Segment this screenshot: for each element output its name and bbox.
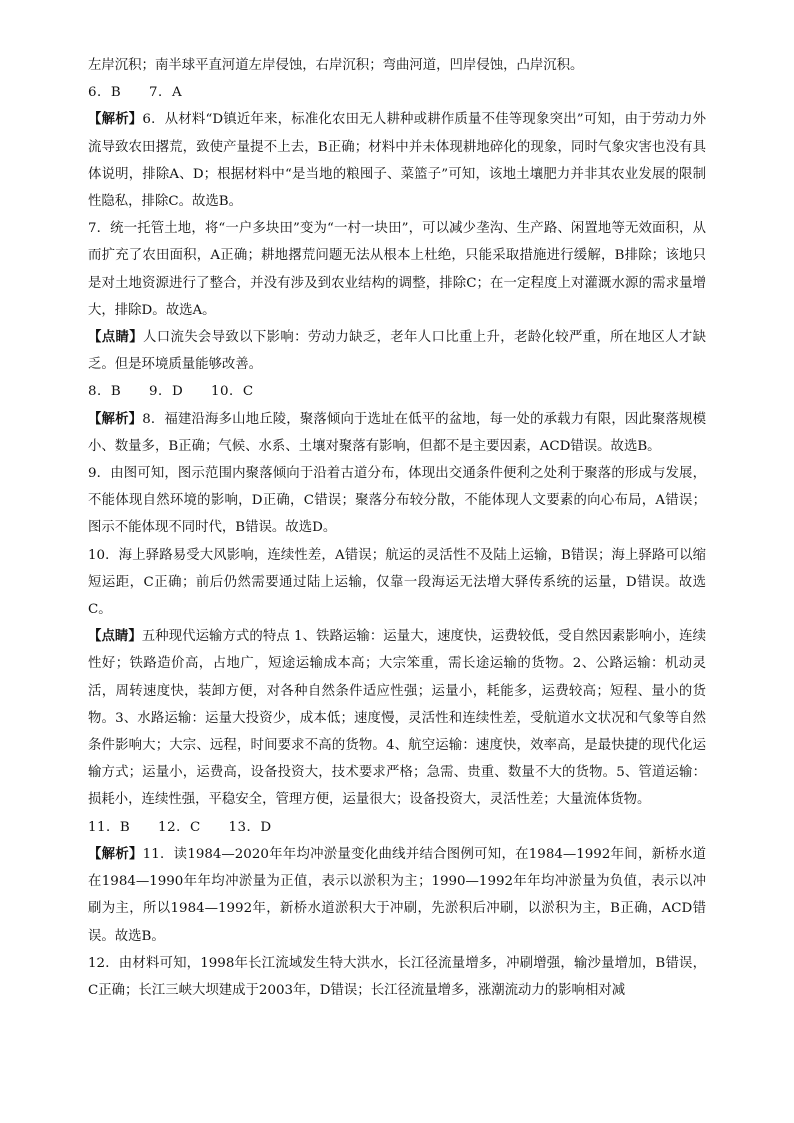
analysis-paragraph-8	[88, 406, 706, 460]
analysis-paragraph-6	[88, 106, 706, 215]
analysis-paragraph-7: 7．统一托管土地，将“一户多块田”变为“一村一块田”，可以减少垄沟、生产路、闲置地等无效面积，从而扩充了农田面积，A正确；耕地撂荒问题无法从根本上杜绝，只能采取措施进行缓解，B排除；该地只是对土地资源进行了整合，并没有涉及到农业结构的调整，排除C；在一定程度上对灌溉水源的需求量增大，排除D。故选A。	[88, 221, 706, 318]
analysis-text: 11．读1984—2020年年均冲淤量变化曲线并结合图例可知，在1984—1992年间，新桥水道在1984—1990年年均冲淤量为正值，表示以淤积为主；1990—1992年年均冲淤量为负值，表示以冲刷为主，所以1984—1992年，新桥水道淤积大于冲刷，先淤积后冲刷，以淤积为主，B正确，ACD错误。故选B。	[88, 846, 706, 944]
analysis-label: 【解析】	[88, 845, 143, 862]
analysis-paragraph-11	[88, 841, 706, 950]
analysis-paragraph-10: 10．海上驿路易受大风影响，连续性差，A错误；航运的灵活性不及陆上运输，B错误；海上驿路可以缩短运距，C正确；前后仍然需要通过陆上运输，仅靠一段海运无法增大驿传系统的运量，D错误。故选C。	[88, 547, 706, 618]
tip-paragraph-population	[88, 324, 706, 378]
tip-label: 【点睛】	[88, 628, 142, 645]
tip-text: 五种现代运输方式的特点 1、铁路运输：运量大，速度快，运费较低，受自然因素影响小，连续性好；铁路造价高，占地广，短途运输成本高；大宗笨重，需长途运输的货物。2、公路运输：机动灵活，周转速度快，装卸方便，对各种自然条件适应性强；运量小，耗能多，运费较高；短程、量小的货物。3、水路运输：运量大投资少，成本低；速度慢，灵活性和连续性差，受航道水文状况和气象等自然条件影响大；大宗、远程，时间要求不高的货物。4、航空运输：速度快，效率高，是最快捷的现代化运输方式；运量小，运费高，设备投资大，技术要求严格；急需、贵重、数量不大的货物。5、管道运输：损耗小，连续性强，平稳安全，管理方便，运量很大；设备投资大，灵活性差；大量流体货物。	[88, 629, 706, 808]
analysis-paragraph-12: 12．由材料可知，1998年长江流域发生特大洪水，长江径流量增多，冲刷增强，输沙量增加，B错误，C正确；长江三峡大坝建成于2003年，D错误；长江径流量增多，涨潮流动力的影响相对减	[88, 955, 706, 998]
tip-label: 【点睛】	[88, 329, 143, 346]
analysis-label: 【解析】	[88, 410, 143, 427]
paragraph-river-deposition: 左岸沉积；南半球平直河道左岸侵蚀，右岸沉积；弯曲河道，凹岸侵蚀，凸岸沉积。	[88, 58, 584, 73]
tip-text: 人口流失会导致以下影响：劳动力缺乏，老年人口比重上升，老龄化较严重，所在地区人才缺乏。但是环境质量能够改善。	[88, 330, 707, 373]
document-page	[88, 52, 706, 1004]
tip-paragraph-transport	[88, 623, 706, 813]
answer-line-8-10: 8．B 9．D 10．C	[88, 384, 254, 400]
answer-line-6-7: 6．B 7．A	[88, 85, 183, 101]
analysis-text: 6．从材料“D镇近年来，标准化农田无人耕种或耕作质量不佳等现象突出”可知，由于劳动力外流导致农田撂荒，致使产量提不上去，B正确；材料中并未体现耕地碎化的现象，同时气象灾害也没有具体说明，排除A、D；根据材料中“是当地的粮囤子、菜篮子”可知，该地土壤肥力并非其农业发展的限制性隐私，排除C。故选B。	[88, 112, 706, 210]
answer-line-11-13: 11．B 12．C 13．D	[88, 819, 272, 835]
analysis-text: 8．福建沿海多山地丘陵，聚落倾向于选址在低平的盆地，每一处的承载力有限，因此聚落规模小、数量多，B正确；气候、水系、土壤对聚落有影响，但都不是主要因素，ACD错误。故选B。	[88, 411, 706, 454]
analysis-paragraph-9: 9．由图可知，图示范围内聚落倾向于沿着古道分布，体现出交通条件便利之处利于聚落的形成与发展，不能体现自然环境的影响，D正确，C错误；聚落分布较分散，不能体现人文要素的向心布局，A错误；图示不能体现不同时代，B错误。故选D。	[88, 466, 706, 536]
analysis-label: 【解析】	[88, 111, 143, 128]
